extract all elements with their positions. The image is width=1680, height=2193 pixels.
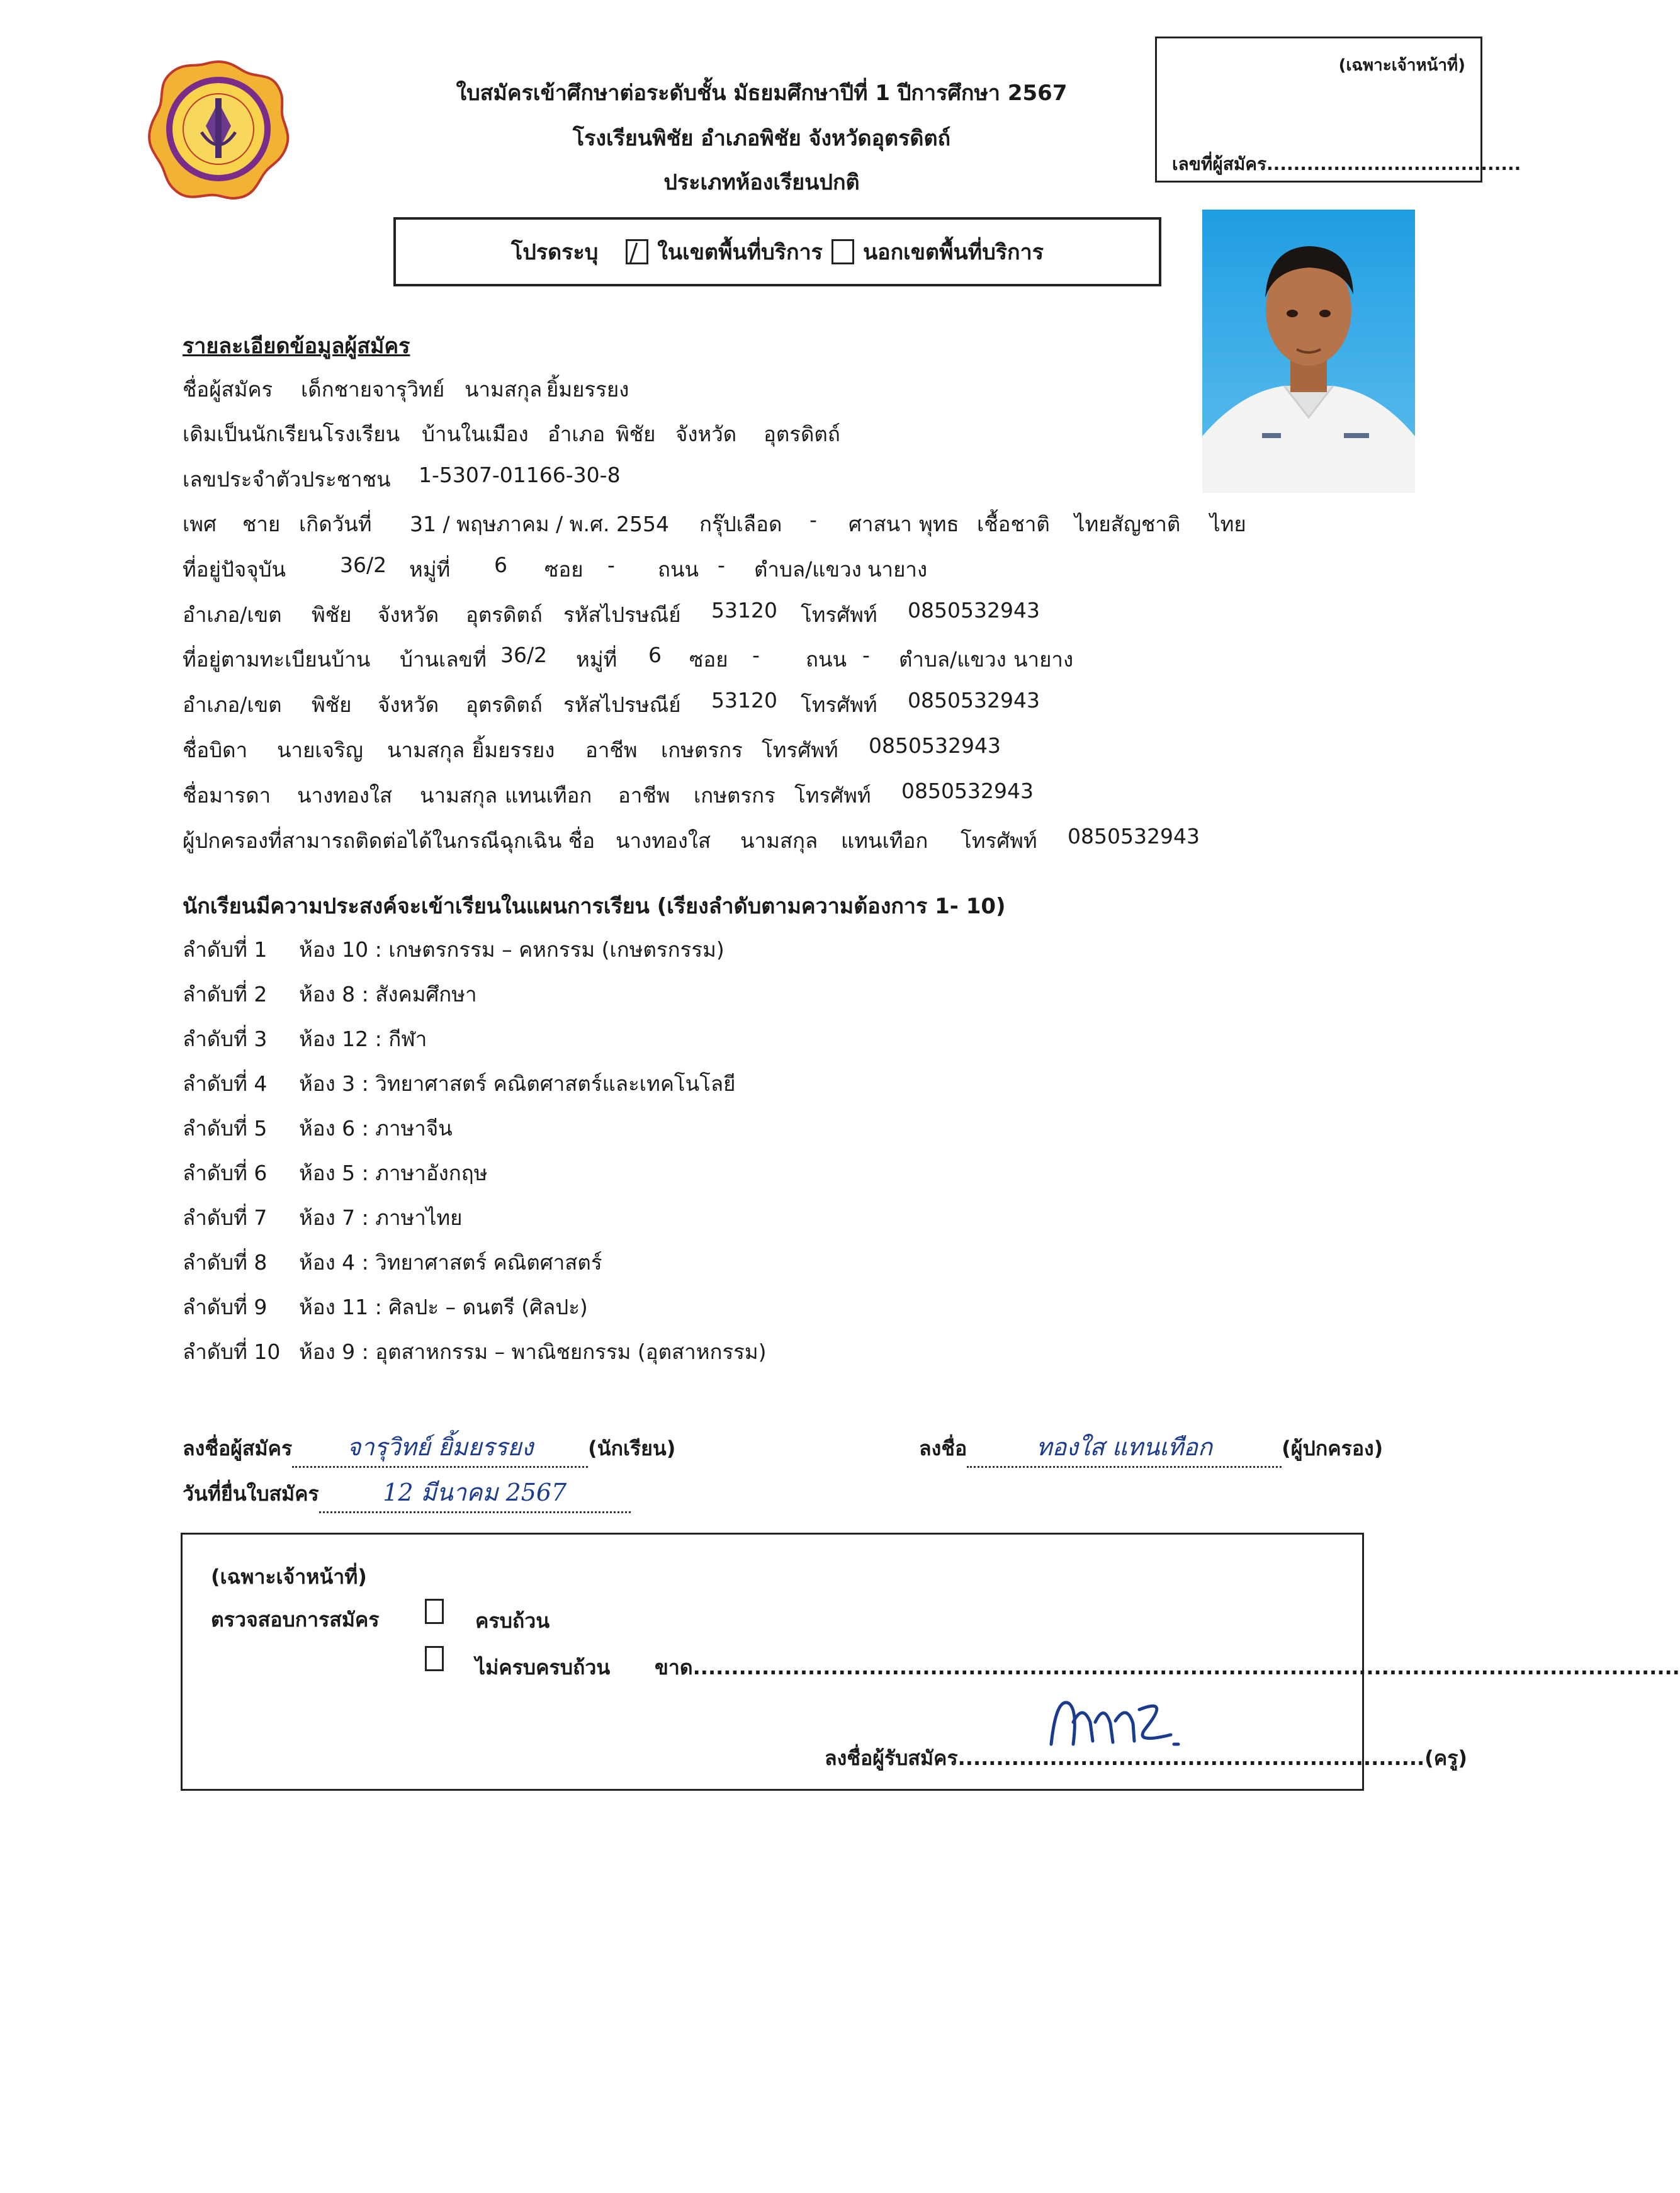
room: ห้อง 10 : เกษตรกรรม – คหกรรม (เกษตรกรรม)	[299, 937, 724, 962]
label: ตำบล/แขวง	[754, 557, 862, 582]
value: 6	[648, 643, 662, 667]
room: ห้อง 8 : สังคมศึกษา	[299, 982, 477, 1006]
guardian-signature-line	[919, 1428, 1383, 1468]
date-label: วันที่ยื่นใบสมัคร	[183, 1482, 319, 1506]
label: โทรศัพท์	[961, 828, 1037, 853]
label: ที่อยู่ตามทะเบียนบ้าน	[183, 647, 371, 672]
label: โทรศัพท์	[801, 692, 877, 717]
value: ไทยสัญชาติ	[1074, 512, 1181, 536]
list-item	[183, 933, 724, 966]
registered-address-row	[183, 643, 1073, 676]
applicant-sign-suffix: (นักเรียน)	[588, 1436, 676, 1460]
value: ยิ้มยรรยง	[472, 738, 555, 762]
room: ห้อง 9 : อุตสาหกรรม – พาณิชยกรรม (อุตสาหกรรม)	[299, 1339, 767, 1364]
label: ตำบล/แขวง	[899, 647, 1006, 672]
room: ห้อง 6 : ภาษาจีน	[299, 1116, 453, 1141]
mother-row	[183, 779, 1034, 812]
guardian-signature[interactable]: ทองใส แทนเทือก	[1036, 1433, 1212, 1461]
room: ห้อง 3 : วิทยาศาสตร์ คณิตศาสตร์และเทคโนโลยี	[299, 1071, 736, 1096]
label: รหัสไปรษณีย์	[563, 692, 681, 717]
value: -	[862, 643, 870, 667]
applicant-number-field[interactable]: เลขที่ผู้สมัคร......................................	[1172, 154, 1521, 174]
value: ไทย	[1210, 512, 1246, 536]
value: เกษตรกร	[661, 738, 743, 762]
incomplete-label: ไม่ครบครบถ้วน	[475, 1655, 611, 1679]
current-district-row	[183, 598, 1040, 631]
value: 1-5307-01166-30-8	[419, 463, 621, 487]
value: 0850532943	[1068, 824, 1200, 848]
staff-only-label: (เฉพาะเจ้าหน้าที่)	[1338, 56, 1465, 75]
room: ห้อง 5 : ภาษาอังกฤษ	[299, 1161, 488, 1185]
missing-items-field[interactable]: ขาด.................................................................................................................................	[655, 1655, 1680, 1679]
applicant-sign-label: ลงชื่อผู้สมัคร	[183, 1436, 293, 1460]
label: ถนน	[806, 647, 847, 672]
value: นายาง	[1013, 647, 1074, 672]
label: อาชีพ	[618, 783, 670, 808]
value: 0850532943	[869, 733, 1001, 758]
list-item	[183, 1246, 602, 1279]
label: นามสกุล	[387, 738, 465, 762]
label: อาชีพ	[585, 738, 638, 762]
value: 36/2	[500, 643, 548, 667]
label: นามสกุล	[420, 783, 498, 808]
value: พิชัย	[616, 422, 656, 446]
complete-checkbox[interactable]	[425, 1599, 444, 1624]
value: เด็กชายจารุวิทย์	[301, 377, 445, 402]
rank: ลำดับที่ 9	[183, 1295, 268, 1319]
guardian-sign-suffix: (ผู้ปกครอง)	[1282, 1436, 1384, 1460]
school-logo	[146, 57, 291, 201]
staff-only-box	[1155, 37, 1521, 183]
applicant-name-row	[183, 373, 629, 406]
receiver-signature-line[interactable]: ลงชื่อผู้รับสมัคร.............................................................(ครู)	[825, 1746, 1468, 1770]
incomplete-checkbox[interactable]	[425, 1646, 444, 1671]
form-title: ใบสมัครเข้าศึกษาต่อระดับชั้น มัธยมศึกษาปีที่ 1 ปีการศึกษา 2567	[456, 81, 1068, 106]
label: อำเภอ/เขต	[183, 602, 282, 627]
preferences-heading: นักเรียนมีความประสงค์จะเข้าเรียนในแผนการเรียน (เรียงลำดับตามความต้องการ 1- 10)	[183, 894, 1006, 919]
receiver-signature-scribble	[1039, 1684, 1190, 1760]
label: จังหวัด	[378, 692, 439, 717]
label: นามสกุล	[465, 377, 543, 402]
current-address-row	[183, 553, 927, 586]
rank: ลำดับที่ 3	[183, 1027, 268, 1051]
list-item	[183, 1201, 463, 1234]
zone-selection-box	[393, 217, 1161, 286]
label: ที่อยู่ปัจจุบัน	[183, 557, 286, 582]
label: หมู่ที่	[576, 647, 617, 672]
complete-label: ครบถ้วน	[475, 1609, 550, 1633]
value: 53120	[711, 688, 777, 713]
value: นายาง	[867, 557, 928, 582]
label: ชื่อมารดา	[183, 783, 271, 808]
value: -	[752, 643, 760, 667]
value: 6	[494, 553, 507, 577]
value: 0850532943	[908, 598, 1040, 623]
label: ชื่อผู้สมัคร	[183, 377, 273, 402]
value: พิชัย	[312, 602, 352, 627]
label: เดิมเป็นนักเรียนโรงเรียน	[183, 422, 400, 446]
label: เพศ	[183, 512, 217, 536]
list-item	[183, 1067, 735, 1100]
label: ซอย	[689, 647, 728, 672]
value: แทนเทือก	[841, 828, 928, 853]
value: ยิ้มยรรยง	[546, 377, 629, 402]
list-item	[183, 1112, 453, 1145]
label: โทรศัพท์	[762, 738, 838, 762]
in-zone-checkbox[interactable]	[626, 239, 648, 264]
label: เชื้อชาติ	[977, 512, 1050, 536]
rank: ลำดับที่ 2	[183, 982, 268, 1006]
label: นามสกุล	[740, 828, 818, 853]
rank: ลำดับที่ 6	[183, 1161, 268, 1185]
value: -	[607, 553, 615, 577]
personal-info-row	[183, 507, 1246, 541]
value: 53120	[711, 598, 777, 623]
label: ถนน	[658, 557, 699, 582]
label: เลขประจำตัวประชาชน	[183, 467, 391, 492]
value: นางทองใส	[297, 783, 393, 808]
label: ซอย	[544, 557, 583, 582]
value: แทนเทือก	[505, 783, 592, 808]
label: เกิดวันที่	[299, 512, 372, 536]
room: ห้อง 4 : วิทยาศาสตร์ คณิตศาสตร์	[299, 1250, 602, 1275]
label: หมู่ที่	[409, 557, 451, 582]
label: จังหวัด	[378, 602, 439, 627]
label: ผู้ปกครองที่สามารถติดต่อได้ในกรณีฉุกเฉิน ชื่อ	[183, 828, 595, 853]
check-application-label: ตรวจสอบการสมัคร	[211, 1608, 380, 1632]
value: นางทองใส	[616, 828, 711, 853]
value: ชาย	[242, 512, 281, 536]
label: บ้านเลขที่	[400, 647, 487, 672]
room: ห้อง 12 : กีฬา	[299, 1027, 427, 1051]
value: 0850532943	[901, 779, 1034, 803]
classroom-type: ประเภทห้องเรียนปกติ	[663, 170, 860, 195]
value: เกษตรกร	[694, 783, 775, 808]
value: นายเจริญ	[277, 738, 363, 762]
label: โทรศัพท์	[794, 783, 871, 808]
label: อำเภอ/เขต	[183, 692, 282, 717]
applicant-signature[interactable]: จารุวิทย์ ยิ้มยรรยง	[347, 1433, 534, 1461]
applicant-photo	[1202, 210, 1415, 493]
submission-date-line	[183, 1473, 631, 1513]
details-heading: รายละเอียดข้อมูลผู้สมัคร	[183, 334, 410, 359]
value: -	[809, 507, 817, 532]
out-zone-label: นอกเขตพื้นที่บริการ	[862, 240, 1044, 265]
guardian-sign-label: ลงชื่อ	[919, 1436, 967, 1460]
applicant-signature-line	[183, 1428, 675, 1468]
value: บ้านในเมือง	[422, 422, 529, 446]
value: 0850532943	[908, 688, 1040, 713]
label: โทรศัพท์	[801, 602, 877, 627]
rank: ลำดับที่ 1	[183, 937, 268, 962]
label: อำเภอ	[548, 422, 606, 446]
value: 36/2	[340, 553, 387, 577]
value: 31 / พฤษภาคม / พ.ศ. 2554	[410, 512, 669, 536]
rank: ลำดับที่ 7	[183, 1205, 268, 1230]
registered-district-row	[183, 688, 1040, 721]
rank: ลำดับที่ 8	[183, 1250, 268, 1275]
room: ห้อง 7 : ภาษาไทย	[299, 1205, 463, 1230]
label: รหัสไปรษณีย์	[563, 602, 681, 627]
room: ห้อง 11 : ศิลปะ – ดนตรี (ศิลปะ)	[299, 1295, 588, 1319]
value: อุตรดิตถ์	[466, 602, 543, 627]
zone-prompt: โปรดระบุ	[511, 240, 599, 265]
list-item	[183, 1156, 487, 1190]
value: พุทธ	[919, 512, 959, 536]
value: อุตรดิตถ์	[466, 692, 543, 717]
value: -	[718, 553, 725, 577]
label: ศาสนา	[848, 512, 912, 536]
list-item	[183, 978, 477, 1011]
rank: ลำดับที่ 4	[183, 1071, 268, 1096]
rank: ลำดับที่ 5	[183, 1116, 268, 1141]
school-name: โรงเรียนพิชัย อำเภอพิชัย จังหวัดอุตรดิตถ์	[572, 126, 951, 151]
value: อุตรดิตถ์	[764, 422, 840, 446]
guardian-row	[183, 824, 1200, 857]
citizen-id-row	[183, 463, 621, 496]
officer-only-box	[181, 1533, 1680, 1791]
officer-box-title: (เฉพาะเจ้าหน้าที่)	[211, 1565, 367, 1589]
label: จังหวัด	[675, 422, 737, 446]
list-item	[183, 1335, 767, 1368]
in-zone-label: ในเขตพื้นที่บริการ	[657, 240, 823, 265]
previous-school-row	[183, 417, 840, 451]
list-item	[183, 1290, 588, 1324]
submission-date[interactable]: 12 มีนาคม 2567	[383, 1479, 567, 1506]
label: กรุ๊ปเลือด	[699, 512, 782, 536]
father-row	[183, 733, 1001, 767]
value: พิชัย	[312, 692, 352, 717]
rank: ลำดับที่ 10	[183, 1339, 281, 1364]
out-zone-checkbox[interactable]	[832, 239, 854, 264]
list-item	[183, 1022, 427, 1056]
label: ชื่อบิดา	[183, 738, 248, 762]
